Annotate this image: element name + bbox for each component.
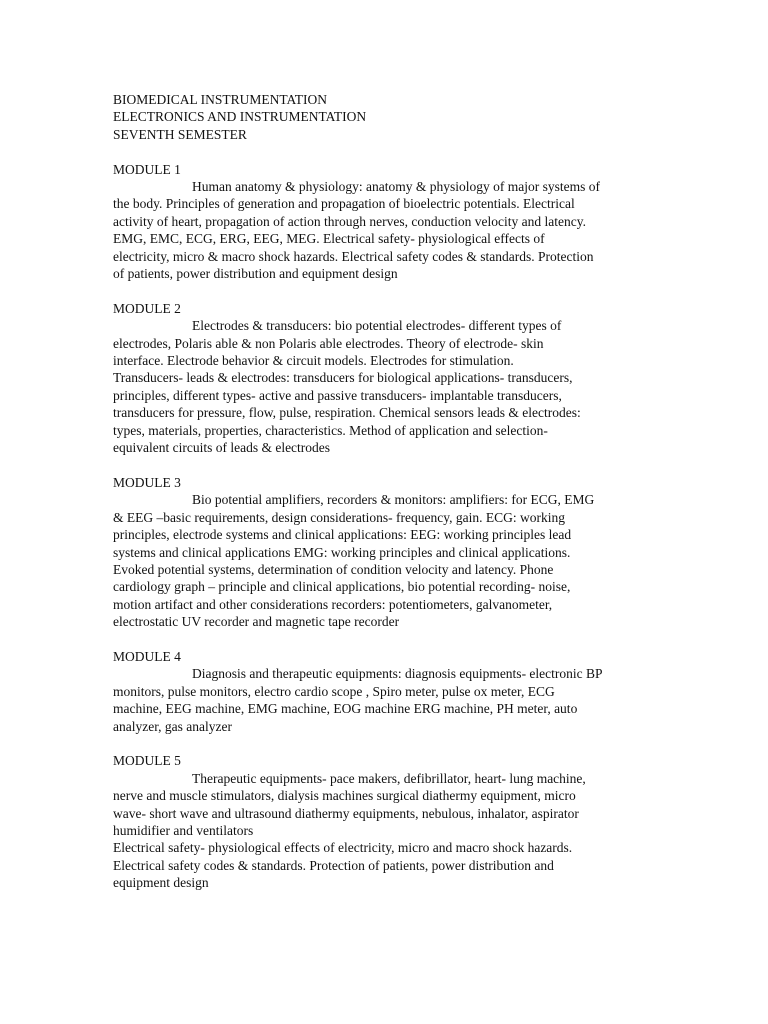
document-page: [113, 91, 658, 892]
module-text-line: machine, EEG machine, EMG machine, EOG machine ERG machine, PH meter, auto: [113, 701, 578, 717]
module-text-line: systems and clinical applications EMG: working principles and clinical applications.: [113, 544, 571, 560]
module-text-line: electrodes, Polaris able & non Polaris able electrodes. Theory of electrode- skin: [113, 335, 544, 351]
module-text-line: nerve and muscle stimulators, dialysis machines surgical diathermy equipment, micro: [113, 788, 576, 804]
module-title: MODULE 2: [113, 300, 181, 316]
module-text-line: interface. Electrode behavior & circuit models. Electrodes for stimulation.: [113, 353, 514, 369]
module-text-line: Electrical safety codes & standards. Protection of patients, power distribution and: [113, 857, 554, 873]
module-3: [113, 474, 658, 631]
module-text-line: Therapeutic equipments- pace makers, defibrillator, heart- lung machine,: [192, 770, 586, 786]
module-title: MODULE 1: [113, 161, 181, 177]
module-title: MODULE 3: [113, 474, 181, 490]
module-text-line: & EEG –basic requirements, design considerations- frequency, gain. ECG: working: [113, 509, 566, 525]
module-text-line: electrostatic UV recorder and magnetic tape recorder: [113, 614, 400, 630]
module-text-line: principles, electrode systems and clinical applications: EEG: working principles lead: [113, 527, 572, 543]
module-title: MODULE 4: [113, 648, 181, 664]
module-text-line: Bio potential amplifiers, recorders & monitors: amplifiers: for ECG, EMG: [192, 492, 595, 508]
module-text-line: transducers for pressure, flow, pulse, respiration. Chemical sensors leads & electrodes:: [113, 405, 581, 421]
module-text-line: equivalent circuits of leads & electrodes: [113, 440, 331, 456]
module-text-line: monitors, pulse monitors, electro cardio scope , Spiro meter, pulse ox meter, ECG: [113, 683, 555, 699]
module-text-line: types, materials, properties, characteristics. Method of application and selection-: [113, 422, 548, 438]
module-4: [113, 648, 658, 735]
module-text-line: of patients, power distribution and equipment design: [113, 266, 398, 282]
module-text-line: electricity, micro & macro shock hazards. Electrical safety codes & standards. Protection: [113, 248, 594, 264]
module-text-line: EMG, EMC, ECG, ERG, EEG, MEG. Electrical safety- physiological effects of: [113, 231, 545, 247]
module-text-line: Evoked potential systems, determination of condition velocity and latency. Phone: [113, 561, 554, 577]
module-1: [113, 161, 658, 283]
module-text-line: Human anatomy & physiology: anatomy & physiology of major systems of: [192, 179, 600, 195]
department: ELECTRONICS AND INSTRUMENTATION: [113, 109, 367, 125]
module-text-line: Electrodes & transducers: bio potential electrodes- different types of: [192, 318, 562, 334]
module-text-line: the body. Principles of generation and propagation of bioelectric potentials. Electrical: [113, 196, 575, 212]
module-text-line: cardiology graph – principle and clinical applications, bio potential recording- noise,: [113, 579, 571, 595]
module-5: [113, 752, 658, 891]
module-text-line: humidifier and ventilators: [113, 822, 254, 838]
module-text-line: motion artifact and other considerations recorders: potentiometers, galvanometer,: [113, 596, 553, 612]
semester: SEVENTH SEMESTER: [113, 126, 247, 142]
module-text-line: principles, different types- active and passive transducers- implantable transducers,: [113, 387, 562, 403]
module-title: MODULE 5: [113, 753, 181, 769]
module-text-line: activity of heart, propagation of action through nerves, conduction velocity and latency.: [113, 213, 586, 229]
document-header: [113, 91, 658, 143]
module-text-line: Transducers- leads & electrodes: transducers for biological applications- transducers,: [113, 370, 573, 386]
module-text-line: Electrical safety- physiological effects of electricity, micro and macro shock hazards.: [113, 840, 573, 856]
module-text-line: wave- short wave and ultrasound diathermy equipments, nebulous, inhalator, aspirator: [113, 805, 579, 821]
course-title: BIOMEDICAL INSTRUMENTATION: [113, 92, 328, 107]
module-text-line: equipment design: [113, 875, 209, 891]
module-text-line: analyzer, gas analyzer: [113, 718, 233, 734]
module-text-line: Diagnosis and therapeutic equipments: diagnosis equipments- electronic BP: [192, 666, 603, 682]
module-2: [113, 300, 658, 457]
